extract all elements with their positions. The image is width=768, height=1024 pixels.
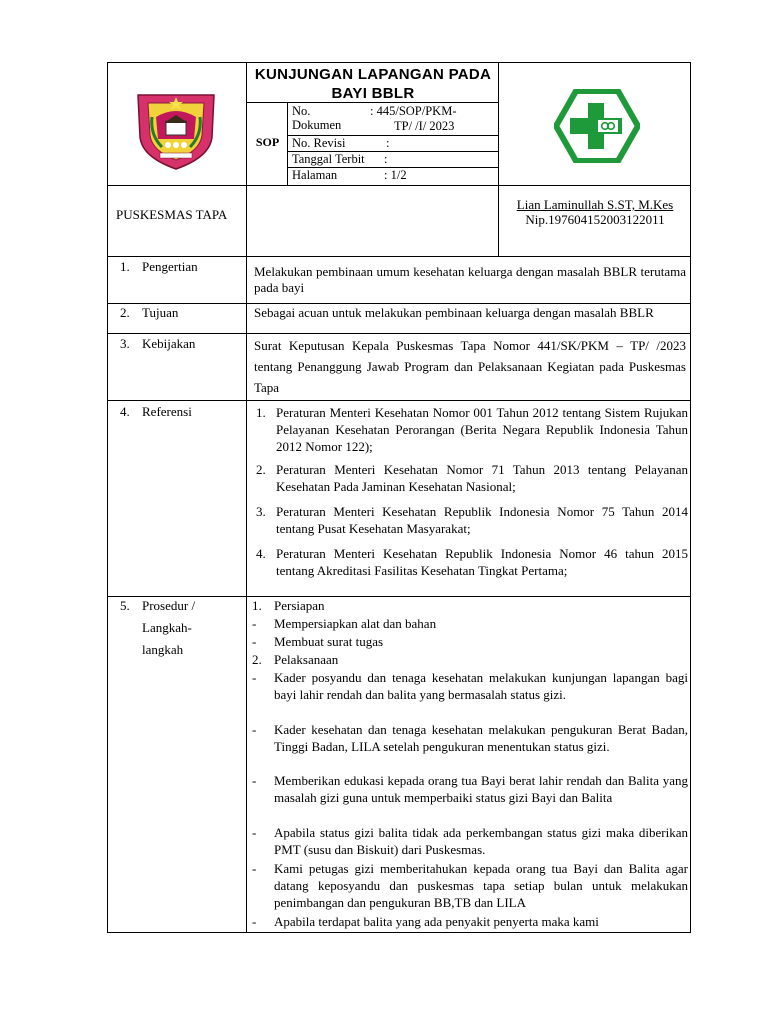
list-item-text: Persiapan — [274, 598, 325, 613]
section-number: 2. — [120, 305, 130, 320]
grid-line — [108, 256, 691, 257]
list-item-text: Apabila status gizi balita tidak ada perkembangan status gizi maka diberikan PMT (susu dan Biskuit) dari Puskesmas. — [274, 825, 688, 857]
list-item — [256, 545, 688, 579]
list-marker: - — [252, 616, 257, 631]
section-number: 5. — [120, 598, 130, 613]
list-item-number: 1. — [256, 405, 266, 420]
list-item — [252, 597, 688, 614]
pengertian-text: Melakukan pembinaan umum kesehatan keluarga dengan masalah BBLR terutama pada bayi — [254, 264, 686, 295]
list-item-text: Mempersiapkan alat dan bahan — [274, 616, 437, 631]
sop-label: SOP — [255, 135, 280, 149]
list-marker: 1. — [252, 598, 262, 613]
section-label-prosedur-line2: Langkah- — [142, 620, 192, 635]
list-item — [252, 824, 688, 858]
regional-crest-logo — [132, 87, 220, 171]
list-marker: - — [252, 670, 257, 685]
list-marker: - — [252, 722, 257, 737]
list-item-text: Peraturan Menteri Kesehatan Nomor 001 Tahun 2012 tentang Sistem Rujukan Pelayanan Kesehatan Perorangan (Berita Negara Republik Indonesia Tahun 2012 Nomor 122); — [276, 405, 688, 454]
list-item — [252, 860, 688, 911]
section-label-pengertian: Pengertian — [142, 259, 198, 274]
list-item — [256, 461, 688, 495]
organization-name: PUSKESMAS TAPA — [116, 207, 228, 222]
list-item-text: Pelaksanaan — [274, 652, 339, 667]
grid-line — [498, 63, 499, 256]
referensi-list — [256, 404, 688, 594]
issue-date-value: : — [384, 152, 388, 166]
issue-date-label: Tanggal Terbit — [292, 152, 365, 166]
revision-label: No. Revisi — [292, 136, 346, 150]
doc-number-value-line2: TP/ /I/ 2023 — [394, 119, 455, 133]
section-number: 1. — [120, 259, 130, 274]
list-item — [256, 503, 688, 537]
list-item-text: Membuat surat tugas — [274, 634, 384, 649]
section-label-referensi: Referensi — [142, 404, 192, 419]
list-item-text: Kami petugas gizi memberitahukan kepada orang tua Bayi dan Balita agar datang keposyandu dan puskesmas tapa setiap bulan untuk melakukan penimbangan dan pengukuran BB,TB dan LILA — [274, 861, 688, 910]
grid-line — [108, 303, 691, 304]
list-item-number: 3. — [256, 504, 266, 519]
list-marker: - — [252, 634, 257, 649]
section-number: 4. — [120, 404, 130, 419]
list-item-text: Kader posyandu dan tenaga kesehatan melakukan kunjungan lapangan bagi bayi lahir rendah dan balita yang bermasalah status gizi. — [274, 670, 688, 702]
prosedur-list — [252, 597, 688, 933]
list-item-text: Peraturan Menteri Kesehatan Nomor 71 Tahun 2013 tentang Pelayanan Kesehatan Pada Jaminan Kesehatan Nasional; — [276, 462, 688, 494]
section-label-kebijakan: Kebijakan — [142, 336, 196, 351]
kebijakan-text: Surat Keputusan Kepala Puskesmas Tapa Nomor 441/SK/PKM – TP/ /2023 tentang Penanggung Jawab Program dan Pelaksanaan Kegiatan pada Puskesmas Tapa — [254, 338, 686, 395]
list-item-text: Kader kesehatan dan tenaga kesehatan melakukan pengukuran Berat Badan, Tinggi Badan, LILA setelah pengukuran menentukan status gizi. — [274, 722, 688, 754]
page-value: : 1/2 — [384, 168, 407, 182]
list-marker: - — [252, 861, 257, 876]
section-label-tujuan: Tujuan — [142, 305, 179, 320]
list-item-text: Apabila terdapat balita yang ada penyakit penyerta maka kami — [274, 914, 599, 929]
list-marker: 2. — [252, 652, 262, 667]
page-label: Halaman — [292, 168, 338, 182]
list-item — [252, 615, 688, 632]
list-item — [252, 651, 688, 668]
grid-line — [108, 185, 691, 186]
list-marker: - — [252, 773, 257, 788]
list-item-text: Memberikan edukasi kepada orang tua Bayi berat lahir rendah dan Balita yang masalah gizi guna untuk memperbaiki status gizi Bayi dan Balita — [274, 773, 688, 805]
list-item — [252, 721, 688, 755]
tujuan-text: Sebagai acuan untuk melakukan pembinaan keluarga dengan masalah BBLR — [254, 305, 654, 320]
list-item-text: Peraturan Menteri Kesehatan Republik Indonesia Nomor 46 tahun 2015 tentang Akreditasi Fasilitas Kesehatan Tingkat Pertama; — [276, 546, 688, 578]
puskesmas-logo — [554, 89, 640, 163]
list-marker: - — [252, 914, 257, 929]
grid-line — [108, 333, 691, 334]
list-item-number: 2. — [256, 462, 266, 477]
section-label-prosedur-line3: langkah — [142, 642, 184, 657]
section-number: 3. — [120, 336, 130, 351]
grid-line — [287, 102, 288, 186]
doc-number-label: No. Dokumen — [292, 104, 342, 132]
list-item — [252, 913, 688, 930]
doc-number-value: : 445/SOP/PKM- — [370, 104, 457, 118]
list-marker: - — [252, 825, 257, 840]
crest-icon — [132, 87, 220, 171]
document-title: KUNJUNGAN LAPANGAN PADA BAYI BBLR — [254, 66, 492, 102]
grid-line — [108, 400, 691, 401]
list-item-text: Peraturan Menteri Kesehatan Republik Indonesia Nomor 75 Tahun 2014 tentang Pusat Kesehatan Masyarakat; — [276, 504, 688, 536]
signer-nip: Nip.197604152003122011 — [525, 212, 665, 227]
grid-line — [246, 63, 247, 933]
sop-document-table — [107, 62, 691, 933]
list-item — [256, 404, 688, 455]
list-item — [252, 633, 688, 650]
revision-value: : — [386, 136, 390, 150]
list-item — [252, 772, 688, 806]
green-cross-icon — [554, 89, 640, 163]
signer-name: Lian Laminullah S.ST, M.Kes — [516, 197, 674, 212]
list-item — [252, 669, 688, 703]
section-label-prosedur: Prosedur / — [142, 598, 196, 613]
list-item-number: 4. — [256, 546, 266, 561]
